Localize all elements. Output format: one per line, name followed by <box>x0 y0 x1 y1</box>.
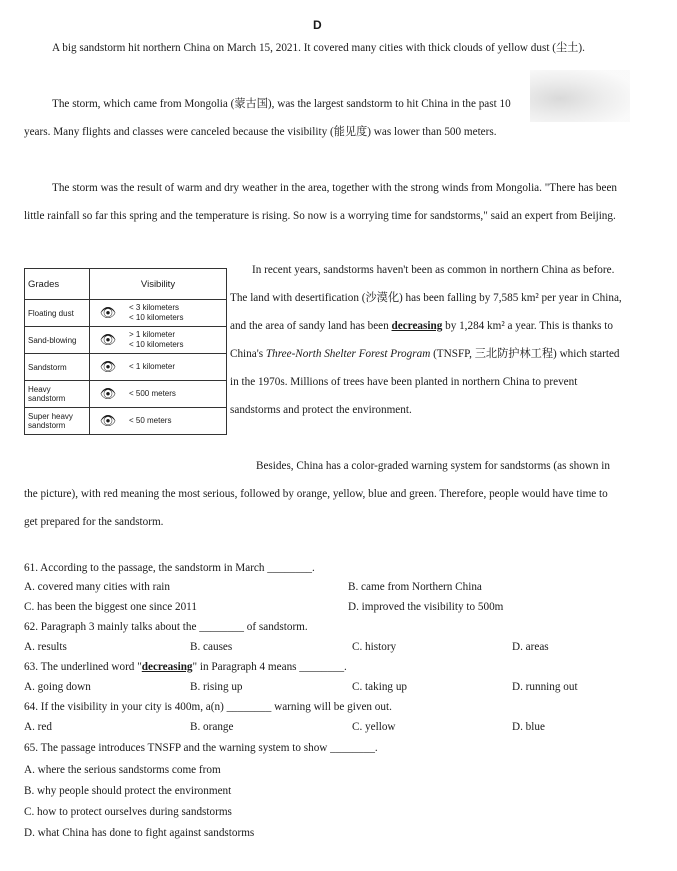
sandstorm-photo <box>530 70 630 122</box>
option-63-d: D. running out <box>512 681 578 693</box>
table-header-grades: Grades <box>25 269 90 300</box>
option-65-c: C. how to protect ourselves during sandstorms <box>24 806 232 818</box>
table-row <box>25 381 227 408</box>
visibility-cell: < 500 meters <box>126 381 227 408</box>
option-63-b: B. rising up <box>190 681 243 693</box>
option-63-c: C. taking up <box>352 681 408 693</box>
grade-name: Super heavy sandstorm <box>25 408 90 435</box>
visibility-cell: < 50 meters <box>126 408 227 435</box>
eye-icon: 👁 <box>90 300 127 327</box>
paragraph-1: A big sandstorm hit northern China on March 15, 2021. It covered many cities with thick clouds of yellow dust (尘土). <box>52 42 585 54</box>
option-65-b: B. why people should protect the environment <box>24 785 232 797</box>
option-64-b: B. orange <box>190 721 234 733</box>
eye-icon: 👁 <box>90 327 127 354</box>
paragraph-2: The storm, which came from Mongolia (蒙古国), was the largest sandstorm to hit China in the past 10 years. Many flights and classes were canceled because the visibility (能见度) was lower than 500 meters. <box>24 98 511 138</box>
option-62-c: C. history <box>352 641 397 653</box>
option-64-c: C. yellow <box>352 721 396 733</box>
table-header-visibility: Visibility <box>90 269 227 300</box>
question-62: 62. Paragraph 3 mainly talks about the ________ of sandstorm. <box>24 621 308 633</box>
option-61-a: A. covered many cities with rain <box>24 581 171 593</box>
option-62-a: A. results <box>24 641 67 653</box>
option-61-d: D. improved the visibility to 500m <box>348 601 504 613</box>
option-63-a: A. going down <box>24 681 91 693</box>
option-61-b: B. came from Northern China <box>348 581 482 593</box>
table-row <box>25 327 227 354</box>
visibility-cell: > 1 kilometer < 10 kilometers <box>126 327 227 354</box>
grade-name: Heavy sandstorm <box>25 381 90 408</box>
paragraph-5: Besides, China has a color-graded warning system for sandstorms (as shown in the picture), with red meaning the most serious, followed by orange, yellow, blue and green. Therefore, people would have time to get prepared for the sandstorm. <box>24 460 610 528</box>
table-row <box>25 300 227 327</box>
question-65: 65. The passage introduces TNSFP and the warning system to show ________. <box>24 742 378 754</box>
eye-icon: 👁 <box>90 381 127 408</box>
question-64: 64. If the visibility in your city is 400m, a(n) ________ warning will be given out. <box>24 701 392 713</box>
option-64-a: A. red <box>24 721 52 733</box>
question-61: 61. According to the passage, the sandstorm in March ________. <box>24 562 315 574</box>
section-letter: D <box>313 18 322 32</box>
eye-icon: 👁 <box>90 408 127 435</box>
option-61-c: C. has been the biggest one since 2011 <box>24 601 197 613</box>
grade-name: Sandstorm <box>25 354 90 381</box>
table-row <box>25 408 227 435</box>
option-65-d: D. what China has done to fight against sandstorms <box>24 827 255 839</box>
option-62-b: B. causes <box>190 641 233 653</box>
program-name: Three-North Shelter Forest Program <box>265 348 431 360</box>
table-row <box>25 354 227 381</box>
sandstorm-grades-table <box>24 268 227 435</box>
paragraph-4: In recent years, sandstorms haven't been as common in northern China as before. The land with desertification (沙漠化) has been falling by 7,585 km² per year in China, and the area of sandy land has been decreasing by 1,284 km² a year. This is thanks to China's Three-North Shelter Forest Program (TNSFP, 三北防护林工程) which started in the 1970s. Millions of trees have been planted in northern China to prevent sandstorms and protect the environment. <box>230 264 622 416</box>
option-62-d: D. areas <box>512 641 549 653</box>
option-64-d: D. blue <box>512 721 545 733</box>
visibility-cell: < 3 kilometers < 10 kilometers <box>126 300 227 327</box>
underlined-word: decreasing <box>391 320 443 332</box>
visibility-cell: < 1 kilometer <box>126 354 227 381</box>
option-65-a: A. where the serious sandstorms come from <box>24 764 221 776</box>
paragraph-3: The storm was the result of warm and dry weather in the area, together with the strong winds from Mongolia. "There has been little rainfall so far this spring and the temperature is rising. So now is a worrying time for sandstorms," said an expert from Beijing. <box>24 182 618 222</box>
grade-name: Floating dust <box>25 300 90 327</box>
question-63: 63. The underlined word "decreasing" in Paragraph 4 means ________. <box>24 661 347 673</box>
eye-icon: 👁 <box>90 354 127 381</box>
grade-name: Sand-blowing <box>25 327 90 354</box>
